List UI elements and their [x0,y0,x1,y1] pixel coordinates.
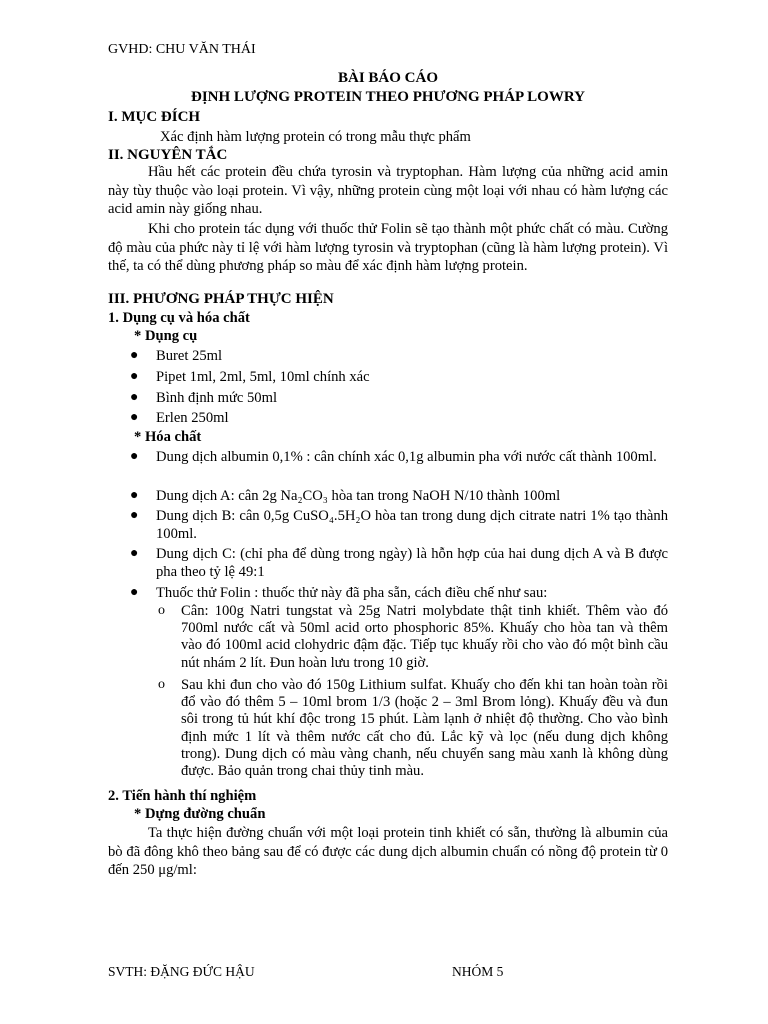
chemical-item: Dung dịch B: cân 0,5g CuSO₄.5H₂O hòa tan trong dung dịch citrate natri 1% tạo thành 100ml. [156,508,668,543]
bullet-icon: ● [130,449,139,464]
section-3-heading: III. PHƯƠNG PHÁP THỰC HIỆN [108,291,334,307]
bullet-icon: ● [130,410,139,425]
bullet-icon: ● [130,348,139,363]
bullet-icon: ● [130,585,139,600]
tool-item: Pipet 1ml, 2ml, 5ml, 10ml chính xác [156,369,370,385]
tool-item: Bình định mức 50ml [156,390,278,406]
bullet-icon: ● [130,508,139,523]
tool-item: Erlen 250ml [156,410,229,426]
supervisor-header: GVHD: CHU VĂN THÁI [108,42,256,57]
sub-bullet-icon: o [158,677,165,692]
bullet-icon: ● [130,488,139,503]
chemical-item: Dung dịch albumin 0,1% : cân chính xác 0,1g albumin pha với nước cất thành 100ml. [156,449,657,465]
section-2-paragraph-1 [108,163,668,219]
section-2-paragraph-2-text: Khi cho protein tác dụng với thuốc thử Folin sẽ tạo thành một phức chất có màu. Cường độ màu của phức này tỉ lệ với hàm lượng tyrosin và tryptophan (cũng là hàm lượng protein). Vì thế, ta có thể dùng phương pháp so màu để xác định hàm lượng protein. [108,221,668,275]
folin-step: Sau khi đun cho vào đó 150g Lithium sulfat. Khuấy cho đến khi tan hoàn toàn rồi đổ vào đó thêm 5 – 10ml brom 1/3 (hoặc 2 – 3ml Brom lỏng). Khuấy đều và đun sôi trong tủ hút khí độc trong 15 phút. Làm lạnh ở nhiệt độ thường. Cho vào bình định mức 1 lít và thêm nước cất cho đủ. Lắc kỹ và lọc (nếu dung dịch không trong). Dung dịch có màu vàng chanh, nếu chuyển sang màu xanh là không dùng được. Bảo quản trong chai thủy tinh màu. [181,677,668,780]
report-subtitle: ĐỊNH LƯỢNG PROTEIN THEO PHƯƠNG PHÁP LOWRY [191,89,585,105]
subsection-1-heading: 1. Dụng cụ và hóa chất [108,310,250,326]
sub-bullet-icon: o [158,603,165,618]
standard-curve-text: Ta thực hiện đường chuẩn với một loại protein tinh khiết có sẵn, thường là albumin của bò đã đông khô theo bảng sau để có được các dung dịch albumin chuẩn có nồng độ protein từ 0 đến 250 μg/ml: [108,825,668,879]
standard-curve-heading: * Dựng đường chuẩn [134,806,266,822]
section-2-paragraph-2 [108,220,668,276]
section-1-text: Xác định hàm lượng protein có trong mẫu thực phẩm [160,129,471,145]
footer-group: NHÓM 5 [452,964,504,979]
section-1-heading: I. MỤC ĐÍCH [108,109,201,125]
chemicals-heading: * Hóa chất [134,429,202,445]
folin-step: Cân: 100g Natri tungstat và 25g Natri molybdate thật tinh khiết. Thêm vào đó 700ml nước cất và 50ml acid orto phosphoric 85%. Khuấy cho hòa tan và thêm vào đó 100ml acid clohydric đậm đặc. Tiếp tục khuấy rồi cho vào đó một bình cầu nút nhám 2 lít. Đun hoàn lưu trong 10 giờ. [181,603,668,671]
tool-item: Buret 25ml [156,348,223,364]
bullet-icon: ● [130,546,139,561]
footer-student: SVTH: ĐẶNG ĐỨC HẬU [108,964,255,979]
chemical-item: Thuốc thử Folin : thuốc thử này đã pha sẵn, cách điều chế như sau: [156,585,548,601]
standard-curve-paragraph [108,824,668,880]
bullet-icon: ● [130,390,139,405]
section-2-heading: II. NGUYÊN TẮC [108,147,228,163]
section-2-paragraph-1-text: Hầu hết các protein đều chứa tyrosin và tryptophan. Hàm lượng của những acid amin này tùy thuộc vào loại protein. Vì vậy, những protein cùng một loại với nhau có hàm lượng các acid amin này giống nhau. [108,164,668,218]
chemical-item: Dung dịch C: (chỉ pha để dùng trong ngày) là hỗn hợp của hai dung dịch A và B được pha theo tỷ lệ 49:1 [156,546,668,581]
tools-heading: * Dụng cụ [134,328,198,344]
bullet-icon: ● [130,369,139,384]
report-title: BÀI BÁO CÁO [337,70,438,86]
chemical-item: Dung dịch A: cân 2g Na₂CO₃ hòa tan trong NaOH N/10 thành 100ml [156,488,561,504]
subsection-2-heading: 2. Tiến hành thí nghiệm [108,788,257,804]
